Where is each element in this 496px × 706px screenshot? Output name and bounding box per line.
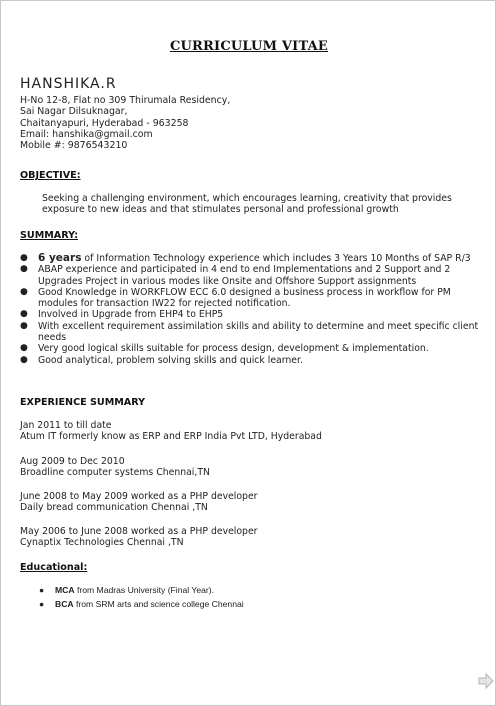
mobile-line: Mobile #: 9876543210 xyxy=(20,140,128,152)
education-list xyxy=(39,583,244,611)
summary-item xyxy=(20,287,480,310)
objective-heading: OBJECTIVE: xyxy=(20,170,81,181)
objective-text: Seeking a challenging environment, which encourages learning, creativity that provides exposure to new ideas and that stimulates personal and professional growth xyxy=(42,193,452,216)
summary-item-text: Good Knowledge in WORKFLOW ECC 6.0 designed a business process in workflow for PM modules for transaction IW22 for rejected notification. xyxy=(38,286,451,310)
experience-company: Daily bread communication Chennai ,TN xyxy=(20,502,208,514)
experience-company: Broadline computer systems Chennai,TN xyxy=(20,467,210,479)
education-item xyxy=(39,583,244,597)
email-line: Email: hanshika@gmail.com xyxy=(20,128,153,140)
bullet-icon: ● xyxy=(39,599,45,609)
address-line-2: Sai Nagar Dilsuknagar, xyxy=(20,106,128,118)
experience-entry xyxy=(20,456,210,479)
summary-item-text: Involved in Upgrade from EHP4 to EHP5 xyxy=(38,309,224,321)
bullet-icon: ● xyxy=(20,354,28,365)
bullet-icon: ● xyxy=(20,264,28,275)
education-degree: BCA xyxy=(55,599,74,609)
experience-period: June 2008 to May 2009 worked as a PHP developer xyxy=(20,491,258,502)
experience-entry xyxy=(20,526,258,549)
summary-item xyxy=(20,309,480,320)
bullet-icon: ● xyxy=(20,343,28,354)
experience-period: May 2006 to June 2008 worked as a PHP developer xyxy=(20,526,258,537)
summary-item-text: Very good logical skills suitable for process design, development & implementation. xyxy=(38,343,429,355)
summary-item xyxy=(20,355,480,366)
experience-period: Jan 2011 to till date xyxy=(20,420,112,431)
summary-item-text: of Information Technology experience which includes 3 Years 10 Months of SAP R/3 xyxy=(81,253,471,264)
experience-entry xyxy=(20,420,322,443)
candidate-name: HANSHIKA.R xyxy=(20,76,117,92)
summary-list xyxy=(20,253,480,366)
education-detail: from SRM arts and science college Chennai xyxy=(73,599,244,609)
document-title: CURRICULUM VITAE xyxy=(169,39,329,54)
experience-period: Aug 2009 to Dec 2010 xyxy=(20,456,125,467)
address-line-1: H-No 12-8, Flat no 309 Thirumala Residency, xyxy=(20,95,231,106)
education-detail: from Madras University (Final Year). xyxy=(74,585,215,595)
experience-heading: EXPERIENCE SUMMARY xyxy=(20,397,146,408)
bullet-icon: ● xyxy=(20,320,28,331)
bullet-icon: ● xyxy=(20,286,28,297)
experience-company: Atum IT formerly know as ERP and ERP India Pvt LTD, Hyderabad xyxy=(20,431,322,443)
summary-item xyxy=(20,264,480,287)
bullet-icon: ● xyxy=(20,253,28,263)
experience-entry xyxy=(20,491,258,514)
summary-heading: SUMMARY: xyxy=(20,230,79,241)
contact-block xyxy=(20,95,230,151)
address-line-3: Chaitanyapuri, Hyderabad - 963258 xyxy=(20,117,189,129)
experience-company: Cynaptix Technologies Chennai ,TN xyxy=(20,537,184,549)
summary-item xyxy=(20,253,480,264)
education-degree: MCA xyxy=(55,585,75,595)
summary-item-text: With excellent requirement assimilation skills and ability to determine and meet specific client needs xyxy=(38,320,479,344)
summary-item xyxy=(20,343,480,354)
bullet-icon: ● xyxy=(39,585,45,595)
summary-item-text: ABAP experience and participated in 4 end to end Implementations and 2 Support and 2 Upgrades Project in various modes like Onsite and Offshore Support assignments xyxy=(38,264,451,287)
education-heading: Educational: xyxy=(20,562,88,573)
education-item xyxy=(39,597,244,611)
summary-item-text: Good analytical, problem solving skills and quick learner. xyxy=(38,354,303,366)
experience-years: 6 years xyxy=(38,252,82,264)
bullet-icon: ● xyxy=(20,309,28,320)
arrow-right-icon[interactable] xyxy=(477,672,495,690)
summary-item xyxy=(20,321,480,344)
